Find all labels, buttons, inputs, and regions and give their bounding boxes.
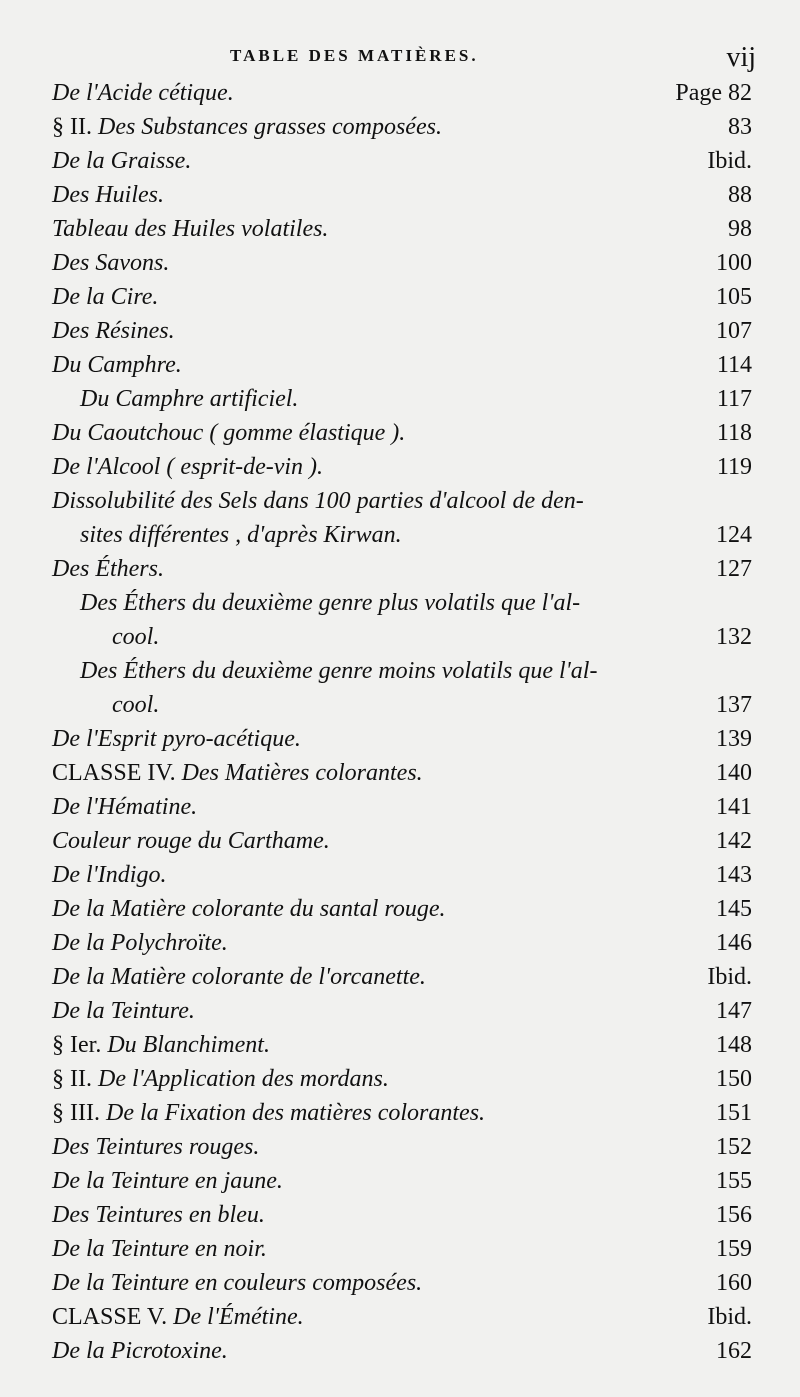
toc-entry <box>52 76 752 110</box>
toc-entry <box>52 416 752 450</box>
toc-entry <box>52 1062 752 1096</box>
toc-entry-section: CLASSE IV. <box>52 760 182 786</box>
toc-entry-title: Des Matières colorantes. <box>181 760 423 786</box>
page-header <box>230 42 756 74</box>
toc-entry-title: cool. <box>112 692 160 718</box>
toc-entry <box>52 484 752 518</box>
toc-entry-page: Ibid. <box>707 964 752 990</box>
toc-entry <box>52 246 752 280</box>
toc-entry-title: De la Teinture en couleurs composées. <box>52 1270 423 1296</box>
toc-entry <box>52 280 752 314</box>
toc-entry-title: De la Cire. <box>52 284 159 310</box>
toc-entry-title: Des Huiles. <box>52 182 164 208</box>
toc-entry-title: Des Savons. <box>52 250 170 276</box>
toc-entry-page: Page 82 <box>675 80 752 106</box>
toc-entry-page: 119 <box>716 454 752 480</box>
toc-entry <box>52 926 752 960</box>
toc-entry-page: 83 <box>728 114 752 140</box>
toc-entry-page: 162 <box>716 1338 752 1364</box>
toc-entry-page: Ibid. <box>707 1304 752 1330</box>
toc-entry-title: Tableau des Huiles volatiles. <box>52 216 329 242</box>
toc-entry-title: De la Teinture en noir. <box>52 1236 267 1262</box>
toc-entry-title: De la Graisse. <box>52 148 192 174</box>
toc-entry-page: 117 <box>716 386 752 412</box>
toc-entry-page: 159 <box>716 1236 752 1262</box>
toc-entry-title: Des Résines. <box>52 318 175 344</box>
toc-entry-title: Du Camphre artificiel. <box>80 386 299 412</box>
toc-entry-page: 114 <box>716 352 752 378</box>
toc-entry-section: § Ier. <box>52 1032 108 1058</box>
toc-entry-title: Des Teintures en bleu. <box>52 1202 265 1228</box>
toc-entry <box>52 178 752 212</box>
page-number: vij <box>726 42 756 73</box>
toc-entry <box>52 722 752 756</box>
toc-entry <box>52 552 752 586</box>
toc-entry-page: 100 <box>716 250 752 276</box>
toc-entry-title: De l'Indigo. <box>52 862 167 888</box>
toc-entry <box>52 892 752 926</box>
toc-entry-page: 127 <box>716 556 752 582</box>
toc-entry-title: cool. <box>112 624 160 650</box>
toc-entry-page: Ibid. <box>707 148 752 174</box>
toc-entry-title: De la Matière colorante de l'orcanette. <box>52 964 426 990</box>
toc-entry-page: 152 <box>716 1134 752 1160</box>
toc-entry-section: § II. <box>52 1066 98 1092</box>
toc-entry <box>52 382 752 416</box>
toc-entry-title: Couleur rouge du Carthame. <box>52 828 330 854</box>
toc-entry-page: 88 <box>728 182 752 208</box>
toc-entry <box>52 1334 752 1368</box>
toc-entry-page: 139 <box>716 726 752 752</box>
toc-entry-title: De la Teinture. <box>52 998 195 1024</box>
toc-entry <box>52 586 752 620</box>
toc-entry-section: § III. <box>52 1100 106 1126</box>
toc-entry-page: 150 <box>716 1066 752 1092</box>
toc-entry-page: 132 <box>716 624 752 650</box>
toc-entry-title: De la Matière colorante du santal rouge. <box>52 896 446 922</box>
toc-entry <box>52 314 752 348</box>
toc-entry-page: 107 <box>716 318 752 344</box>
toc-entry <box>52 756 752 790</box>
toc-entry <box>52 1198 752 1232</box>
toc-entry-page: 98 <box>728 216 752 242</box>
toc-entry-title: Dissolubilité des Sels dans 100 parties d'alcool de den- <box>52 488 584 514</box>
toc-entry-page: 148 <box>716 1032 752 1058</box>
toc-entry <box>52 790 752 824</box>
toc-entry-title: Des Teintures rouges. <box>52 1134 260 1160</box>
toc-entry-title: sites différentes , d'après Kirwan. <box>80 522 402 548</box>
toc-entry-title: Des Substances grasses composées. <box>97 114 442 140</box>
toc-entry-title: Du Caoutchouc ( gomme élastique ). <box>52 420 406 446</box>
table-of-contents <box>52 76 752 1368</box>
toc-entry-page: 124 <box>716 522 752 548</box>
toc-entry-title: De l'Émétine. <box>173 1304 304 1330</box>
toc-entry-title: De l'Hématine. <box>52 794 198 820</box>
toc-entry-page: 140 <box>716 760 752 786</box>
toc-entry <box>52 348 752 382</box>
toc-entry-title: De la Picrotoxine. <box>52 1338 228 1364</box>
toc-entry-title: Des Éthers du deuxième genre plus volatils que l'al- <box>80 590 581 616</box>
toc-entry-page: 142 <box>716 828 752 854</box>
toc-entry-title: De l'Application des mordans. <box>97 1066 389 1092</box>
toc-entry <box>52 858 752 892</box>
toc-entry-title: De la Polychroïte. <box>52 930 228 956</box>
toc-entry <box>52 1130 752 1164</box>
toc-entry <box>52 1266 752 1300</box>
toc-entry-title: Des Éthers du deuxième genre moins volatils que l'al- <box>80 658 598 684</box>
toc-entry-title: De l'Alcool ( esprit-de-vin ). <box>52 454 324 480</box>
toc-entry <box>52 994 752 1028</box>
running-title: TABLE DES MATIÈRES. <box>230 46 479 65</box>
toc-entry-title: De l'Esprit pyro-acétique. <box>52 726 301 752</box>
toc-entry <box>52 824 752 858</box>
toc-entry <box>52 688 752 722</box>
toc-entry-page: 155 <box>716 1168 752 1194</box>
toc-entry-page: 156 <box>716 1202 752 1228</box>
toc-entry-title: Du Blanchiment. <box>107 1032 270 1058</box>
toc-entry-page: 118 <box>716 420 752 446</box>
toc-entry-page: 137 <box>716 692 752 718</box>
toc-entry-section: § II. <box>52 114 98 140</box>
toc-entry-title: Du Camphre. <box>52 352 182 378</box>
toc-entry-page: 143 <box>716 862 752 888</box>
toc-entry <box>52 144 752 178</box>
toc-entry-title: De la Fixation des matières colorantes. <box>105 1100 486 1126</box>
toc-entry-title: De l'Acide cétique. <box>52 80 234 106</box>
toc-entry <box>52 1096 752 1130</box>
toc-entry-page: 160 <box>716 1270 752 1296</box>
toc-entry-title: Des Éthers. <box>52 556 164 582</box>
toc-entry <box>52 518 752 552</box>
toc-entry-page: 141 <box>716 794 752 820</box>
toc-entry <box>52 1300 752 1334</box>
toc-entry-page: 145 <box>716 896 752 922</box>
toc-entry-page: 151 <box>716 1100 752 1126</box>
toc-entry <box>52 1028 752 1062</box>
toc-entry <box>52 1232 752 1266</box>
toc-entry <box>52 110 752 144</box>
toc-entry <box>52 960 752 994</box>
toc-entry-page: 105 <box>716 284 752 310</box>
toc-entry-page: 147 <box>716 998 752 1024</box>
toc-entry <box>52 620 752 654</box>
toc-entry <box>52 1164 752 1198</box>
toc-entry <box>52 450 752 484</box>
toc-entry-title: De la Teinture en jaune. <box>52 1168 283 1194</box>
toc-entry <box>52 654 752 688</box>
toc-entry-page: 146 <box>716 930 752 956</box>
toc-entry <box>52 212 752 246</box>
toc-entry-section: CLASSE V. <box>52 1304 174 1330</box>
